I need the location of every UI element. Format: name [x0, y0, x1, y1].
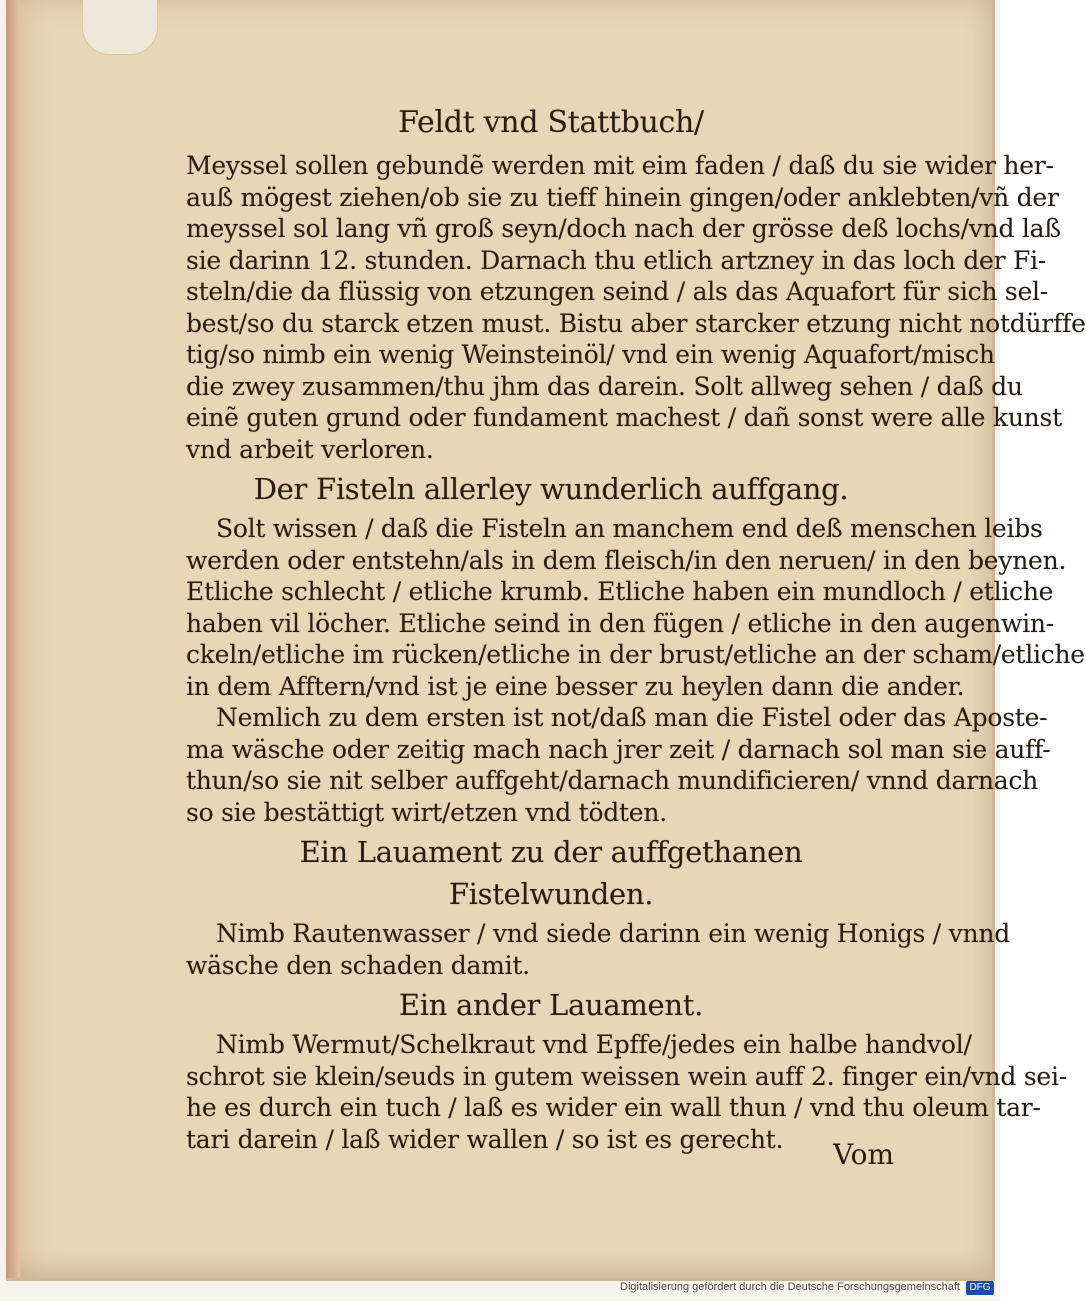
paragraph-line: Nimb Wermut/Schelkraut vnd Epffe/jedes ein halbe handvol/: [216, 1030, 972, 1059]
paragraph-2: [186, 513, 1085, 702]
paragraph-line: wäsche den schaden damit.: [186, 950, 530, 980]
paragraph-line: sie darinn 12. stunden. Darnach thu etlich artzney in das loch der Fi-: [186, 245, 1047, 275]
section-heading: Ein ander Lauament.: [398, 988, 704, 1022]
book-page: [6, 0, 1086, 1281]
paragraph-line: ckeln/etliche im rücken/etliche in der brust/etliche an der scham/etliche: [186, 640, 1085, 669]
paragraph-line: Etliche schlecht / etliche krumb. Etliche haben ein mundloch / etliche: [186, 577, 1054, 606]
paragraph-5: [186, 1029, 1067, 1155]
paragraph-line: haben vil löcher. Etliche seind in den fügen / etliche in den augenwin-: [186, 608, 1054, 638]
page-text: [186, 104, 1086, 1155]
funding-note: Digitalisierung gefördert durch die Deutsche Forschungsgemeinschaft: [620, 1281, 960, 1293]
section-heading-line-1: Ein Lauament zu der auffgethanen: [299, 835, 803, 869]
paragraph-line: Meyssel sollen gebundẽ werden mit eim faden / daß du sie wider her-: [186, 151, 1054, 180]
paragraph-line: ma wäsche oder zeitig mach nach jrer zeit / darnach sol man sie auff-: [186, 734, 1051, 764]
running-head: Feldt vnd Stattbuch/: [398, 105, 704, 140]
paragraph-1: [186, 150, 1086, 465]
section-heading: Der Fisteln allerley wunderlich auffgang.: [253, 472, 849, 506]
paragraph-line: meyssel sol lang vñ groß seyn/doch nach der grösse deß lochs/vnd laß: [186, 214, 1061, 243]
paragraph-line: Nemlich zu dem ersten ist not/daß man die Fistel oder das Aposte-: [216, 703, 1048, 732]
paragraph-line: thun/so sie nit selber auffgeht/darnach mundificieren/ vnnd darnach: [186, 766, 1039, 795]
paragraph-line: best/so du starck etzen must. Bistu aber starcker etzung nicht notdürffe: [186, 308, 1086, 338]
paragraph-3: [186, 702, 1051, 828]
paragraph-4: [186, 918, 1010, 981]
paragraph-line: auß mögest ziehen/ob sie zu tieff hinein gingen/oder anklebten/vñ der: [186, 182, 1059, 212]
page-left-edge: [6, 0, 20, 1278]
paragraph-line: schrot sie klein/seuds in gutem weissen wein auff 2. finger ein/vnd sei-: [186, 1061, 1067, 1091]
paragraph-line: vnd arbeit verloren.: [186, 434, 434, 464]
section-heading-line-2: Fistelwunden.: [448, 877, 654, 911]
catchword: Vom: [832, 1138, 894, 1171]
paragraph-line: Solt wissen / daß die Fisteln an manchem end deß menschen leibs: [216, 514, 1043, 543]
paragraph-line: die zwey zusammen/thu jhm das darein. Solt allweg sehen / daß du: [186, 371, 1023, 401]
paragraph-line: so sie bestättigt wirt/etzen vnd tödten.: [186, 797, 667, 827]
paragraph-line: einẽ guten grund oder fundament machest / dañ sonst were alle kunst: [186, 403, 1062, 432]
page-tab: [82, 0, 158, 55]
paragraph-line: in dem Afftern/vnd ist je eine besser zu heylen dann die ander.: [186, 671, 965, 701]
paragraph-line: Nimb Rautenwasser / vnd siede darinn ein wenig Honigs / vnnd: [216, 919, 1010, 948]
paragraph-line: steln/die da flüssig von etzungen seind / als das Aquafort für sich sel-: [186, 277, 1048, 306]
dfg-logo: DFG: [966, 1281, 994, 1295]
paragraph-line: werden oder entstehn/als in dem fleisch/in den neruen/ in den beynen.: [186, 545, 1067, 575]
paragraph-line: he es durch ein tuch / laß es wider ein wall thun / vnd thu oleum tar-: [186, 1093, 1041, 1122]
paragraph-line: tig/so nimb ein wenig Weinsteinöl/ vnd ein wenig Aquafort/misch: [186, 340, 995, 369]
paragraph-line: tari darein / laß wider wallen / so ist es gerecht.: [186, 1124, 784, 1154]
